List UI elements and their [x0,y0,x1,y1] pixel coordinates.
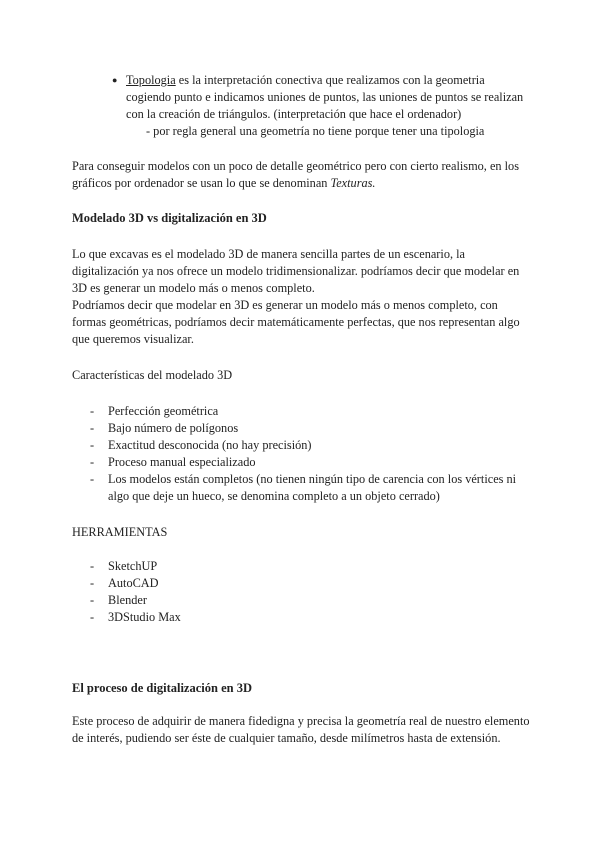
dash-marker: - [90,559,95,573]
tools-title: HERRAMIENTAS [72,525,168,539]
list-item-text: SketchUP [108,559,158,573]
section1-heading: Modelado 3D vs digitalización en 3D [72,211,267,225]
dash-marker: - [90,593,95,607]
topology-subnote: - por regla general una geometría no tiene porque tener una tipologia [146,124,485,138]
section2-heading: El proceso de digitalización en 3D [72,681,252,695]
topology-text: es la interpretación conectiva que realizamos con la geometria cogiendo punto e indicamos uniones de puntos, las uniones de puntos se realizan con la creación de triángulos. (interpretación que hace el ordenador) [126,73,524,121]
dash-marker: - [90,438,95,452]
bullet-dot-icon: ● [112,75,118,85]
section2-paragraph-1: Este proceso de adquirir de manera fidedigna y precisa la geometría real de nuestro elemento de interés, pudiendo ser éste de cualquier tamaño, desde milímetros hasta de extensión. [72,714,530,745]
list-item-text: Exactitud desconocida (no hay precisión) [108,438,312,452]
intro-text: Para conseguir modelos con un poco de detalle geométrico pero con cierto realismo, en los gráficos por ordenador se usan lo que se denominan [72,159,519,190]
topology-term: Topologia [126,73,176,87]
dash-marker: - [90,610,95,624]
dash-marker: - [90,404,95,418]
dash-marker: - [90,421,95,435]
list-item-text: Proceso manual especializado [108,455,256,469]
list-item [90,403,530,420]
list-item-text: AutoCAD [108,576,159,590]
dash-marker: - [90,455,95,469]
intro-emphasis: Texturas. [330,176,376,190]
list-item-text: Blender [108,593,147,607]
list-item [90,592,530,609]
dash-marker: - [90,472,95,486]
list-item [90,420,530,437]
characteristics-list [90,403,530,505]
list-item [90,437,530,454]
list-item [90,575,530,592]
intro-paragraph [72,158,532,192]
tools-list [90,558,530,626]
list-item-text: Bajo número de polígonos [108,421,239,435]
list-item [90,454,530,471]
list-item [90,609,530,626]
characteristics-title: Características del modelado 3D [72,368,233,382]
dash-marker: - [90,576,95,590]
topology-bullet [112,72,531,140]
section1-paragraph-2: Podríamos decir que modelar en 3D es generar un modelo más o menos completo, con formas geométricas, podríamos decir matemáticamente perfectas, que nos representan algo que queremos visualizar. [72,298,520,346]
list-item-text: 3DStudio Max [108,610,181,624]
section1-paragraph-1: Lo que excavas es el modelado 3D de manera sencilla partes de un escenario, la digitalización ya nos ofrece un modelo tridimensionalizar. podríamos decir que modelar en 3D es generar un modelo más o menos completo. [72,247,520,295]
list-item-text: Los modelos están completos (no tienen ningún tipo de carencia con los vértices ni algo que deje un hueco, se denomina completo a un objeto cerrado) [108,472,517,503]
list-item [90,471,530,505]
list-item [90,558,530,575]
list-item-text: Perfección geométrica [108,404,219,418]
